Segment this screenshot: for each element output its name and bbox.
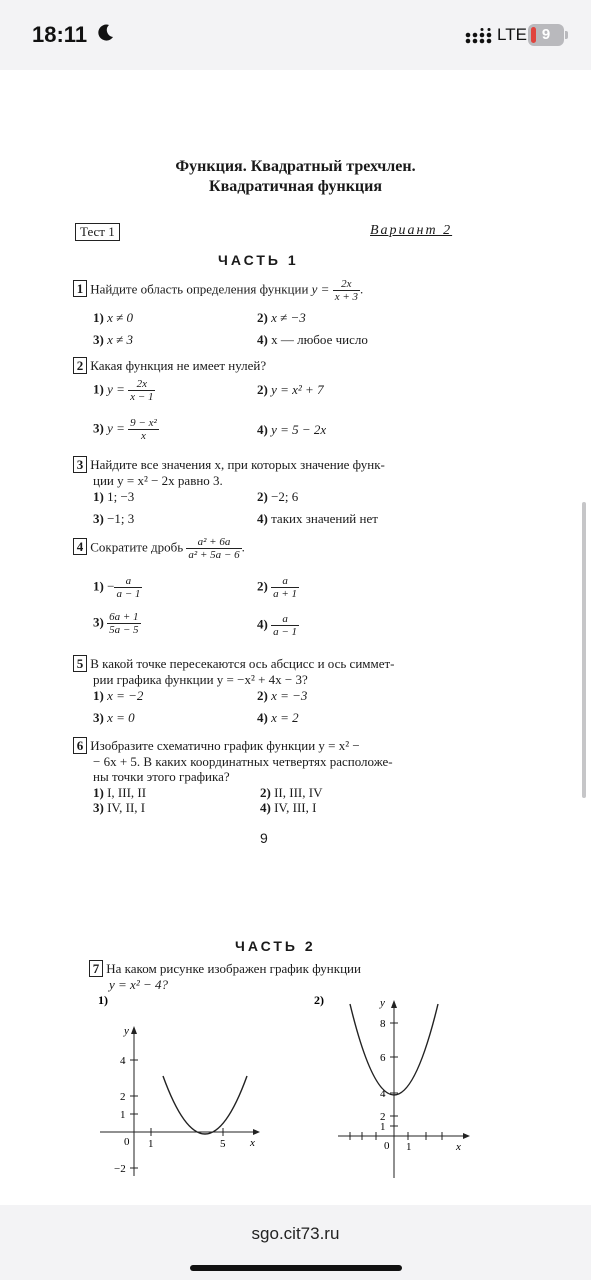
option: 1) y = $\frac{2x}{x - 1}$: [93, 378, 154, 403]
part1-heading: ЧАСТЬ 1: [218, 252, 299, 268]
scrollbar[interactable]: [582, 502, 586, 798]
option: 3) x ≠ 3: [93, 332, 133, 347]
moon-icon: [98, 24, 114, 42]
question-number: 5: [73, 655, 87, 672]
svg-text:2: 2: [120, 1091, 126, 1103]
page-number: 9: [260, 830, 268, 846]
option: 4) x — любое число: [257, 332, 368, 347]
svg-text:4: 4: [120, 1055, 126, 1067]
graph-1: [90, 992, 270, 1182]
question-5: 5 В какой точке пересекаются ось абсцисс и ось симмет- рии графика функции y = −x² + 4x − 3?: [73, 655, 543, 687]
question-number: 1: [73, 280, 87, 297]
svg-text:1: 1: [148, 1138, 154, 1150]
svg-text:1: 1: [406, 1141, 412, 1153]
option: 2) y = x² + 7: [257, 382, 324, 397]
question-4: 4 Сократите дробь $\frac{\text{a² + 6a}}{\text{a² + 5a − 6}}$ .: [73, 536, 245, 561]
svg-text:x: x: [456, 1141, 461, 1153]
svg-text:4: 4: [380, 1088, 386, 1100]
parabola-curve: [163, 1076, 247, 1134]
url-label[interactable]: sgo.cit73.ru: [251, 1224, 340, 1243]
graph-2: [310, 992, 490, 1182]
clock: 18:11: [32, 22, 88, 47]
variant-label: Вариант 2: [370, 223, 453, 238]
svg-text:6: 6: [380, 1052, 386, 1064]
option: 4) y = 5 − 2x: [257, 422, 327, 437]
svg-text:8: 8: [380, 1018, 386, 1030]
option: 3) −1; 3: [93, 511, 135, 526]
question-number: 6: [73, 737, 87, 754]
svg-text:2: 2: [380, 1111, 386, 1123]
graph-1-label: 1): [98, 993, 108, 1007]
question-number: 2: [73, 357, 87, 374]
status-bar: [0, 0, 591, 70]
option: 4) таких значений нет: [257, 511, 378, 526]
part2-heading: ЧАСТЬ 2: [235, 938, 316, 954]
option: 3) $\frac{6a + 1}{5a - 5}$: [93, 611, 139, 636]
option: 2) II, III, IV: [260, 785, 323, 800]
option: 3) IV, II, I: [93, 800, 146, 815]
svg-text:−2: −2: [114, 1163, 126, 1175]
network-type: LTE: [497, 25, 527, 44]
option: 4) $\frac{a}{a - 1}$: [257, 613, 298, 638]
svg-text:1: 1: [380, 1121, 386, 1133]
option: 2) x = −3: [257, 688, 308, 703]
option: 1) x = −2: [93, 688, 144, 703]
option: 2) −2; 6: [257, 489, 299, 504]
question-6: 6 Изобразите схематично график функции y = x² − − 6x + 5. В каких координатных четвертях расположе- ны точки этого графика?: [73, 737, 543, 784]
question-number: 3: [73, 456, 87, 473]
doc-title-line2: Квадратичная функция: [209, 178, 382, 195]
question-text: Найдите область определения функции: [90, 281, 309, 297]
doc-title-line1: Функция. Квадратный трехчлен.: [175, 158, 416, 175]
svg-text:x: x: [250, 1137, 255, 1149]
option: 2) $\frac{a}{a + 1}$: [257, 575, 298, 600]
option: 1) 1; −3: [93, 489, 135, 504]
fraction: $\frac{2x}{x + 3}$: [334, 278, 359, 303]
question-number: 7: [89, 960, 103, 977]
question-number: 4: [73, 538, 87, 555]
battery-level: 9: [541, 26, 551, 43]
test-label: Тест 1: [75, 223, 120, 241]
document-page[interactable]: [0, 70, 591, 1205]
question-1: 1 Найдите область определения функции y = $\frac{2x}{x + 3}$ .: [73, 278, 523, 303]
option: 4) IV, III, I: [260, 800, 317, 815]
option: 2) x ≠ −3: [257, 310, 306, 325]
svg-text:0: 0: [384, 1140, 390, 1152]
option: 3) x = 0: [93, 710, 135, 725]
option: 3) y = $\frac{\text{9 − x²}}{x}$: [93, 417, 157, 442]
svg-text:y: y: [124, 1025, 129, 1037]
svg-text:0: 0: [124, 1136, 130, 1148]
option: 1) I, III, II: [93, 785, 147, 800]
signal-icon: [465, 28, 493, 44]
option: 1) − $\frac{a}{a - 1}$: [93, 575, 141, 600]
option: 1) x ≠ 0: [93, 310, 133, 325]
graph-2-label: 2): [314, 993, 324, 1007]
svg-text:1: 1: [120, 1109, 126, 1121]
browser-bottom-bar: [0, 1205, 591, 1280]
fraction: $\frac{\text{a² + 6a}}{\text{a² + 5a − 6}}$: [188, 536, 240, 561]
home-indicator[interactable]: [190, 1265, 402, 1271]
question-2: [73, 357, 266, 374]
svg-text:5: 5: [220, 1138, 226, 1150]
option: 4) x = 2: [257, 710, 299, 725]
question-text: Какая функция не имеет нулей?: [90, 358, 267, 373]
question-7: 7 На каком рисунке изображен график функции y = x² − 4?: [89, 960, 489, 992]
battery-icon: [528, 24, 564, 46]
svg-text:y: y: [380, 997, 385, 1009]
question-3: 3 Найдите все значения x, при которых значение функ- ции y = x² − 2x равно 3.: [73, 456, 543, 488]
